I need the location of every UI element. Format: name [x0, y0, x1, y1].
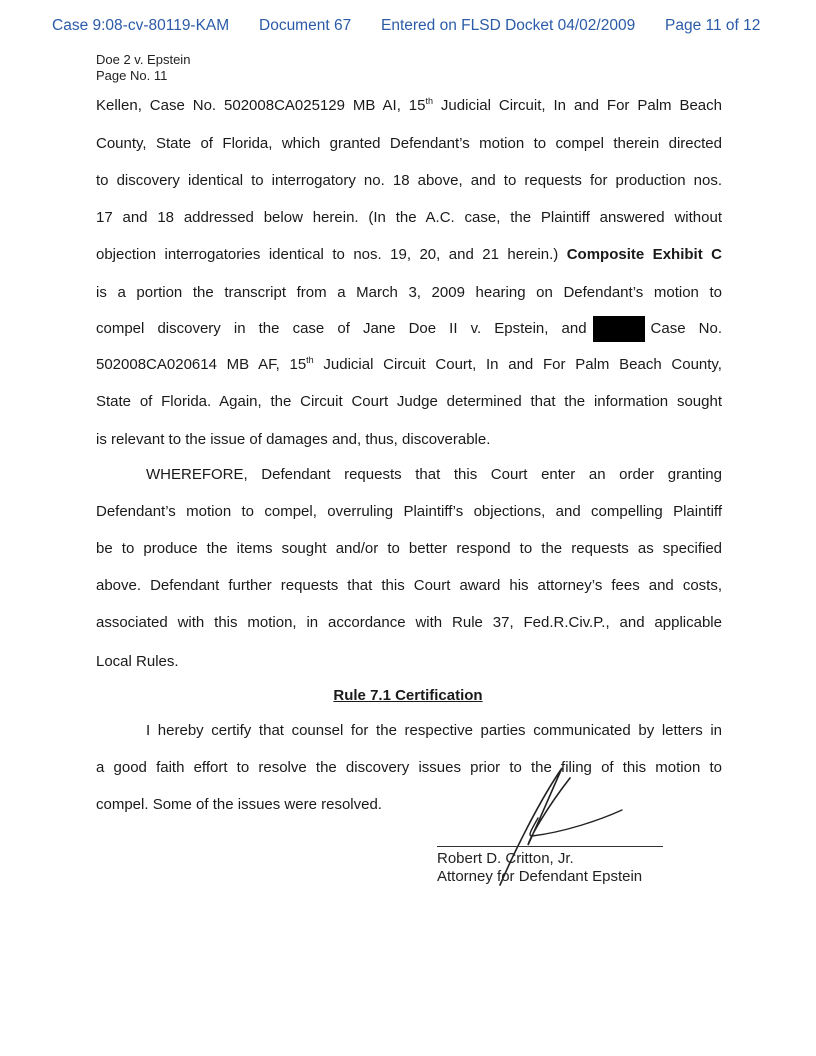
- text-segment: Judicial Circuit Court, In and For Palm Beach County,: [313, 356, 722, 373]
- redaction-box: [593, 316, 645, 342]
- section-heading: Rule 7.1 Certification: [333, 687, 483, 704]
- body-line: 17 and 18 addressed below herein. (In the A.C. case, the Plaintiff answered without: [96, 209, 722, 226]
- body-line: State of Florida. Again, the Circuit Court Judge determined that the information sought: [96, 393, 722, 410]
- header-page-count: Page 11 of 12: [665, 17, 761, 34]
- body-line: above. Defendant further requests that this Court award his attorney’s fees and costs,: [96, 577, 722, 594]
- body-line: to discovery identical to interrogatory no. 18 above, and to requests for production nos.: [96, 172, 722, 189]
- body-line: be to produce the items sought and/or to better respond to the requests as specified: [96, 540, 722, 557]
- text-segment: objection interrogatories identical to nos. 19, 20, and 21 herein.): [96, 246, 567, 263]
- text-segment: Judicial Circuit, In and For Palm Beach: [433, 97, 722, 114]
- text-segment: compel discovery in the case of Jane Doe II v. Epstein, and: [96, 319, 587, 337]
- signer-name: Robert D. Critton, Jr.: [437, 850, 574, 867]
- body-line: Local Rules.: [96, 653, 179, 670]
- text-segment: Case No.: [650, 319, 722, 337]
- header-document-number: Document 67: [259, 17, 352, 34]
- body-line: WHEREFORE, Defendant requests that this Court enter an order granting: [146, 466, 722, 483]
- superscript: th: [425, 96, 433, 106]
- body-line: associated with this motion, in accordance with Rule 37, Fed.R.Civ.P., and applicable: [96, 614, 722, 631]
- caption-page-number: Page No. 11: [96, 68, 168, 83]
- text-segment: 502008CA020614 MB AF, 15: [96, 356, 307, 373]
- body-line: [96, 245, 722, 265]
- docket-header: [0, 17, 816, 39]
- exhibit-reference: Composite Exhibit C: [566, 246, 722, 263]
- body-line: [96, 355, 722, 375]
- body-line: County, State of Florida, which granted Defendant’s motion to compel therein directed: [96, 135, 722, 152]
- signature-line: [437, 846, 663, 847]
- body-line: Defendant’s motion to compel, overruling Plaintiff’s objections, and compelling Plaintiff: [96, 503, 722, 520]
- superscript: th: [306, 355, 314, 365]
- header-entered-docket: Entered on FLSD Docket 04/02/2009: [381, 17, 636, 34]
- body-line: [96, 316, 722, 342]
- body-line: compel. Some of the issues were resolved.: [96, 796, 382, 813]
- body-line: [96, 96, 722, 116]
- signer-title: Attorney for Defendant Epstein: [437, 868, 643, 885]
- body-line: I hereby certify that counsel for the respective parties communicated by letters in: [146, 722, 722, 739]
- header-case-number: Case 9:08-cv-80119-KAM: [52, 17, 230, 34]
- body-line: a good faith effort to resolve the discovery issues prior to the filing of this motion to: [96, 759, 722, 776]
- body-line: is a portion the transcript from a March 3, 2009 hearing on Defendant’s motion to: [96, 284, 722, 301]
- text-segment: Kellen, Case No. 502008CA025129 MB AI, 15: [96, 97, 426, 114]
- caption-title: Doe 2 v. Epstein: [96, 52, 191, 67]
- body-line: is relevant to the issue of damages and, thus, discoverable.: [96, 431, 491, 448]
